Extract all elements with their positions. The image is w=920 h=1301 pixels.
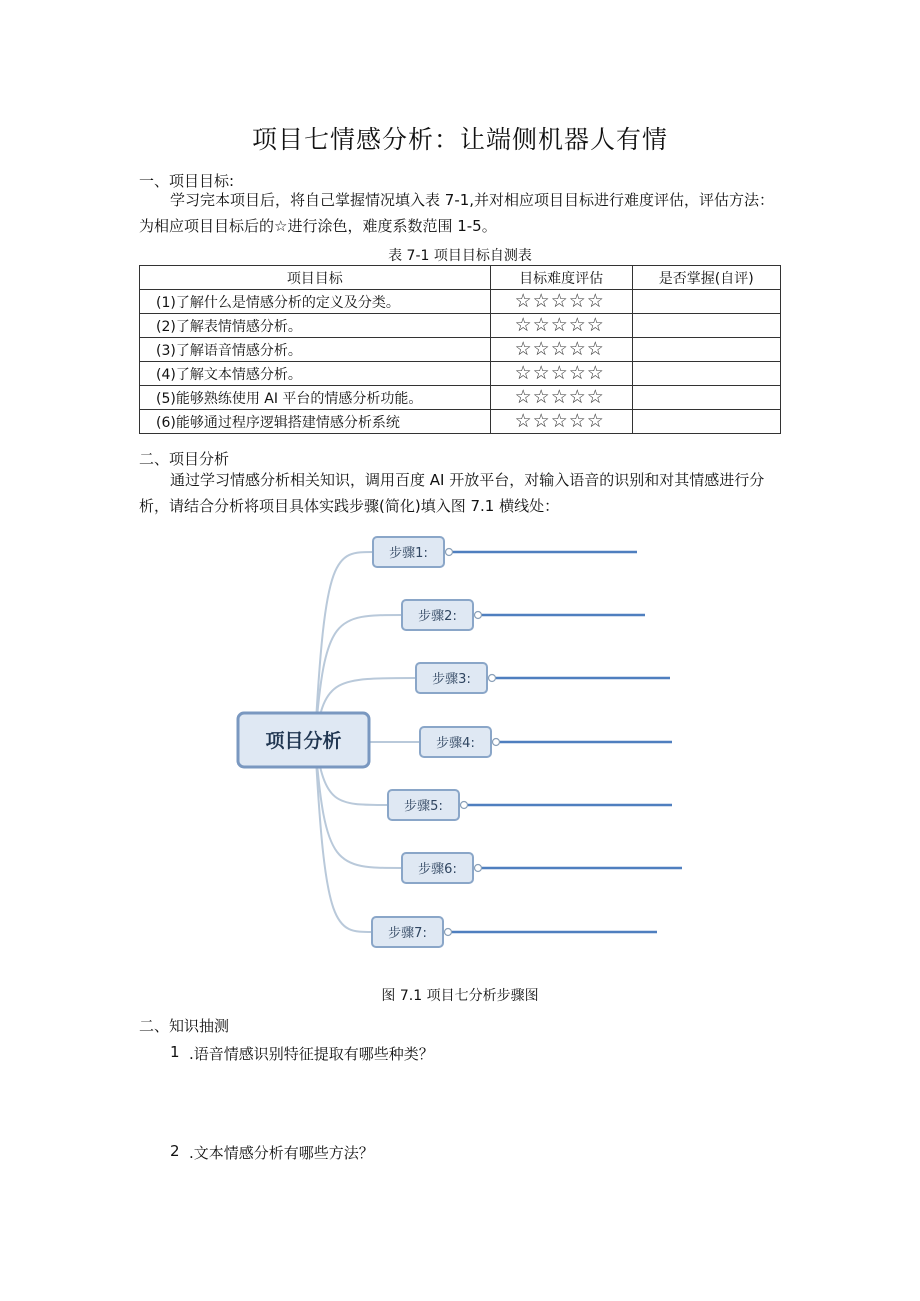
- header-difficulty: 目标难度评估: [490, 266, 632, 290]
- goal-cell: (5)能够熟练使用 AI 平台的情感分析功能。: [140, 386, 491, 410]
- step-node-label: 步骤2:: [418, 609, 457, 624]
- goal-cell: (6)能够通过程序逻辑搭建情感分析系统: [140, 410, 491, 434]
- question1-number: 1: [170, 1043, 180, 1061]
- star-rating[interactable]: ☆☆☆☆☆: [490, 410, 632, 434]
- goal-cell: (2)了解表情情感分析。: [140, 314, 491, 338]
- step-node-label: 步骤1:: [389, 546, 428, 561]
- question2-text: .文本情感分析有哪些方法？: [189, 1144, 374, 1162]
- header-self-assessment: 是否掌握(自评): [632, 266, 780, 290]
- step-connector-icon: [475, 612, 482, 619]
- section1-paragraph-line1: 学习完本项目后，将自己掌握情况填入表 7-1,并对相应项目目标进行难度评估，评估方法：: [170, 191, 775, 209]
- step-node-label: 步骤5:: [404, 799, 443, 814]
- step-connector-icon: [475, 865, 482, 872]
- goal-cell: (1)了解什么是情感分析的定义及分类。: [140, 290, 491, 314]
- table-caption: 表 7-1 项目目标自测表: [388, 248, 532, 264]
- question1-text: .语音情感识别特征提取有哪些种类？: [189, 1045, 434, 1063]
- goal-cell: (3)了解语音情感分析。: [140, 338, 491, 362]
- section3-heading: 二、知识抽测: [139, 1017, 230, 1035]
- section1-heading: 一、项目目标:: [139, 172, 235, 190]
- section2-heading: 二、项目分析: [139, 450, 230, 468]
- mindmap-center: [238, 713, 369, 767]
- page-title: 项目七情感分析：让端侧机器人有情: [251, 125, 668, 154]
- center-node-label: 项目分析: [265, 730, 342, 752]
- section2-paragraph-line1: 通过学习情感分析相关知识，调用百度 AI 开放平台，对输入语音的识别和对其情感进行分: [170, 471, 765, 489]
- star-rating[interactable]: ☆☆☆☆☆: [490, 314, 632, 338]
- step-node-label: 步骤3:: [432, 672, 471, 687]
- step-connector-icon: [461, 802, 468, 809]
- figure-caption: 图 7.1 项目七分析步骤图: [381, 988, 539, 1004]
- star-rating[interactable]: ☆☆☆☆☆: [490, 386, 632, 410]
- step-node-label: 步骤6:: [418, 862, 457, 877]
- step-node-label: 步骤7:: [388, 926, 427, 941]
- star-rating[interactable]: ☆☆☆☆☆: [490, 290, 632, 314]
- step-connector-icon: [445, 929, 452, 936]
- section2-paragraph-line2: 析，请结合分析将项目具体实践步骤(简化)填入图 7.1 横线处：: [139, 497, 560, 515]
- mindmap-branch-line: [315, 740, 372, 932]
- step-connector-icon: [446, 549, 453, 556]
- step-connector-icon: [489, 675, 496, 682]
- star-rating[interactable]: ☆☆☆☆☆: [490, 338, 632, 362]
- step-node-label: 步骤4:: [436, 736, 475, 751]
- step-connector-icon: [493, 739, 500, 746]
- goal-cell: (4)了解文本情感分析。: [140, 362, 491, 386]
- header-goal: 项目目标: [140, 266, 491, 290]
- question2-number: 2: [170, 1142, 180, 1160]
- section1-paragraph-line2: 为相应项目目标后的☆进行涂色，难度系数范围 1-5。: [139, 217, 497, 235]
- star-rating[interactable]: ☆☆☆☆☆: [490, 362, 632, 386]
